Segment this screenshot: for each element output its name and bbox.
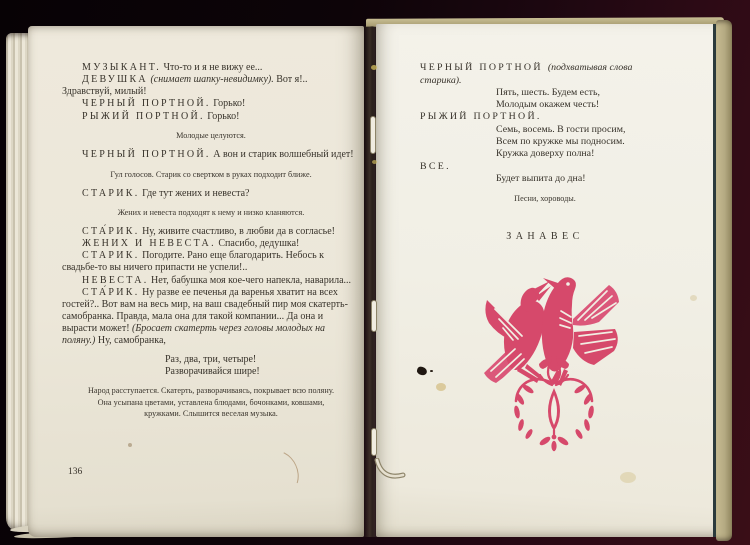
binding-stitch [370, 116, 376, 154]
character-name: ЧЕРНЫЙ ПОРТНОЙ. [82, 98, 211, 110]
speaker-line [420, 111, 670, 124]
page-stain [371, 65, 377, 70]
stage-parenthetical: (подхватывая слова старика). [420, 62, 633, 86]
folk-birds-illustration [482, 270, 622, 455]
speaker-line [420, 161, 670, 174]
character-name: НЕВЕСТА. [82, 274, 149, 286]
character-name: СТАРИК. [82, 250, 140, 262]
speaker-line [420, 62, 670, 87]
page-stain [620, 472, 636, 483]
left-page-text-column [62, 62, 360, 427]
character-name: СТА́РИК. [82, 225, 140, 237]
ink-fleck [430, 370, 433, 372]
stage-parenthetical: (снимает шапку-невидимку). [150, 74, 274, 86]
page-stain [690, 295, 697, 301]
character-name: СТАРИК. [82, 187, 140, 199]
dialogue-line: ЖЕНИХ И НЕВЕСТА. Спасибо, дедушка! [82, 238, 300, 250]
character-name: ВСЕ. [420, 160, 451, 172]
character-name: ЧЕРНЫЙ ПОРТНОЙ [420, 62, 543, 73]
stage-direction: Песни, хороводы. [514, 194, 576, 204]
dialogue-line: МУЗЫКАНТ. Что-то и я не вижу ее... [82, 62, 263, 73]
stage-direction: Гул голосов. Старик со свертком в руках подходит ближе. [110, 169, 312, 179]
dialogue-line: СТА́РИК. Ну, живите счастливо, в любви да в согласье! [82, 225, 336, 237]
verse-line: Раз, два, три, четыре! [165, 353, 257, 365]
dialogue-line: РЫЖИЙ ПОРТНОЙ. Горько! [82, 110, 240, 122]
dialogue-line: СТАРИК. Где тут жених и невеста? [82, 187, 250, 199]
dialogue-line: ЧЕРНЫЙ ПОРТНОЙ. А вон и старик волшебный идет! [82, 149, 354, 161]
page-stain [372, 160, 377, 164]
dialogue-line: ЧЕРНЫЙ ПОРТНОЙ. Горько! [82, 98, 246, 110]
verse-line: Разворачивайся шире! [165, 365, 260, 377]
character-name: РЫЖИЙ ПОРТНОЙ. [82, 110, 205, 122]
dialogue-line: НЕВЕСТА. Нет, бабушка моя кое-чего напекла, наварила... [82, 274, 352, 286]
right-page-text-column [420, 62, 670, 242]
character-name: МУЗЫКАНТ. [82, 62, 161, 73]
verse-line: Кружка доверху полна! [496, 148, 595, 160]
character-name: ДЕВУШКА [82, 74, 148, 86]
stage-parenthetical: (Бросает скатерть через головы молодых на поляну.) [62, 323, 326, 347]
dialogue-line: СТА́РИК. Ну разве ее печенья да варенья хватит на всех гостей?.. Вот вам на весь мир, на ваш свадебный пир моя скатерть-самобранка. Правда, мала она для такой компании... Да она и вырасти может! (Бросает скатерть через головы молодых на поляну.) Ну, самобранка, [62, 286, 348, 347]
character-name: ЖЕНИХ И НЕВЕСТА. [82, 238, 216, 250]
verse-line: Всем по кружке мы подносим. [496, 136, 625, 148]
verse-block [496, 124, 670, 161]
dialogue-line: СТАРИК. Погодите. Рано еще благодарить. Небось к свадьбе-то вы ничего припасти не успели!.. [62, 250, 325, 274]
verse-block [165, 354, 360, 378]
dialogue-line: ДЕВУШКА (снимает шапку-невидимку). Вот я!.. Здравствуй, милый! [62, 74, 308, 98]
curtain-heading: ЗАНАВЕС [506, 230, 584, 242]
binding-stitch [371, 300, 377, 332]
page-stain [128, 443, 132, 447]
character-name: СТА́РИК. [82, 286, 140, 298]
page-stain [436, 383, 446, 391]
page-number: 136 [68, 467, 83, 477]
verse-line: Пять, шесть. Будем есть, [496, 87, 600, 98]
verse-line: Будет выпита до дна! [496, 173, 586, 185]
binding-stitch [371, 428, 377, 456]
stage-direction: Жених и невеста подходят к нему и низко кланяются. [117, 208, 305, 218]
verse-line: Семь, восемь. В гости просим, [496, 123, 626, 135]
book-fore-edge [716, 20, 732, 541]
stage-direction: Народ расступается. Скатерть, разворачиваясь, покрывает всю поляну. Она усыпана цветами, уставлена блюдами, бочонками, ковшами, кружками. Слышится веселая музыка. [87, 386, 335, 418]
verse-block [496, 87, 670, 111]
character-name: ЧЕРНЫЙ ПОРТНОЙ. [82, 149, 211, 161]
verse-block [496, 173, 670, 185]
stage-direction: Молодые целуются. [176, 131, 246, 141]
verse-line: Молодым окажем честь! [496, 99, 600, 111]
character-name: РЫЖИЙ ПОРТНОЙ. [420, 111, 542, 123]
binding-thread [374, 458, 406, 484]
